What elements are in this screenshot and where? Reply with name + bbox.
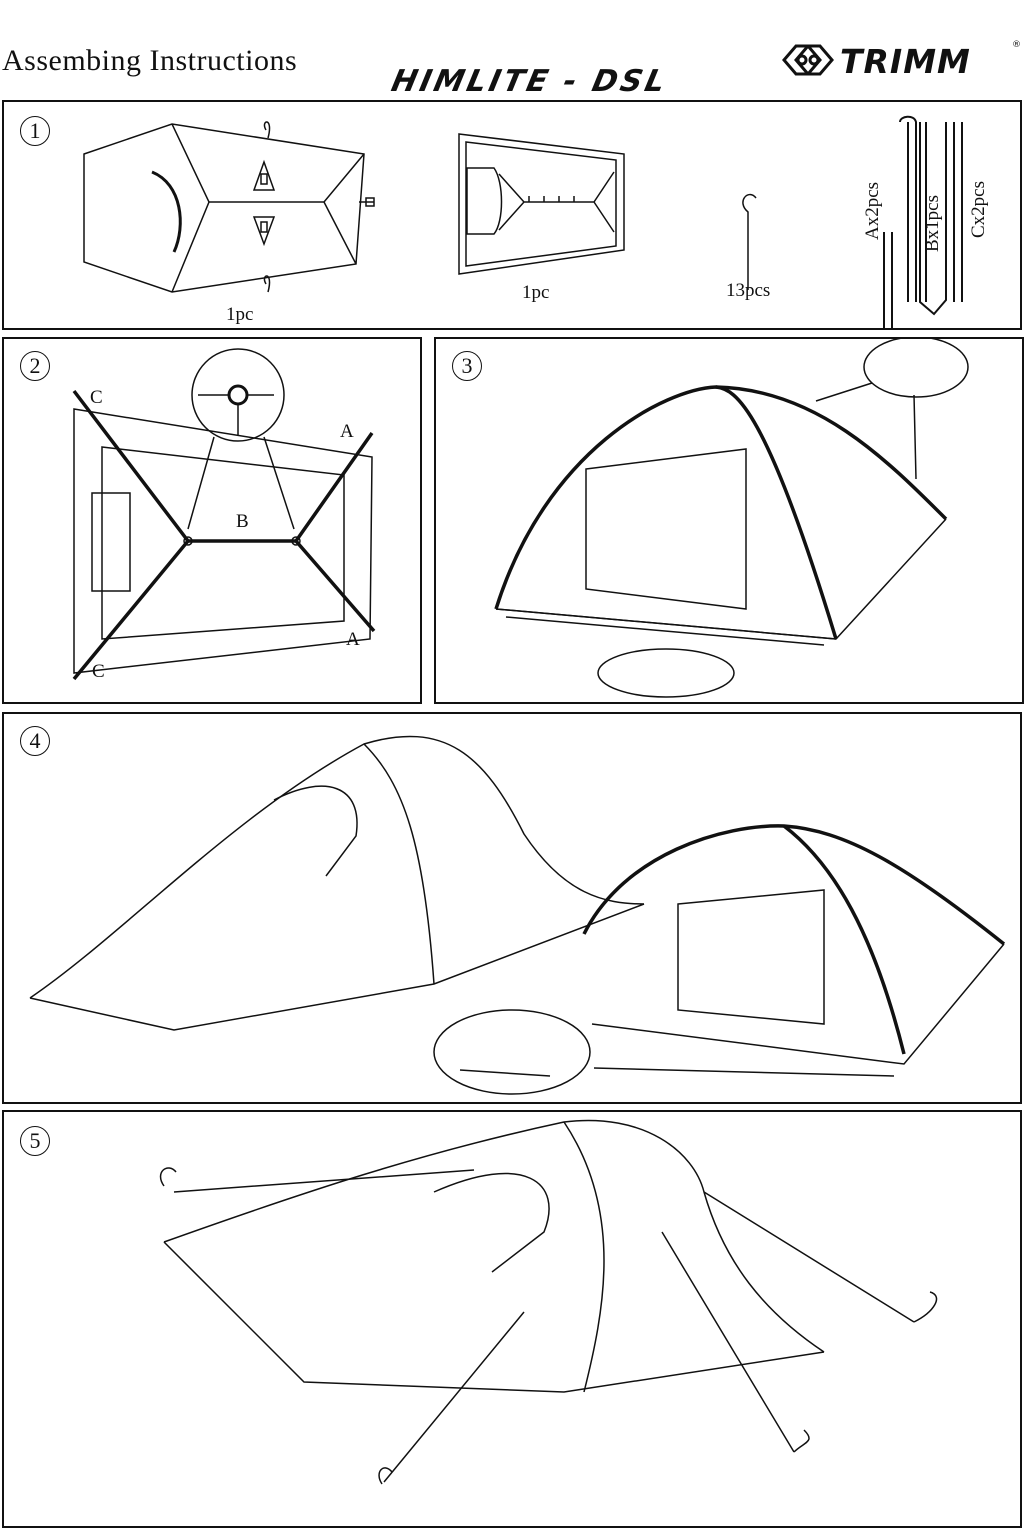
pitched-tent-with-guylines-illustration (161, 1120, 937, 1484)
step-5-number: 5 (20, 1126, 50, 1156)
step-3-panel (434, 337, 1024, 704)
label-pole-c-bottom: C (92, 661, 105, 682)
label-pole-c-top: C (90, 387, 103, 408)
brand-symbol-icon (780, 40, 836, 80)
inner-tent-qty: 1pc (226, 304, 254, 325)
step-1-panel (2, 100, 1022, 330)
step-5-panel (2, 1110, 1022, 1528)
header-title: Assembing Instructions (2, 44, 298, 77)
registered-mark: ® (1012, 40, 1021, 50)
dome-tent-illustration (496, 339, 968, 697)
pole-c-qty: Cx2pcs (968, 181, 989, 238)
inner-tent-flat-illustration (84, 122, 374, 292)
step-2-panel (2, 337, 422, 704)
pole-b-qty: Bx1pcs (922, 195, 943, 252)
peg-illustration (743, 195, 756, 290)
pegs-qty: 13pcs (726, 280, 771, 301)
step-1-number: 1 (20, 116, 50, 146)
step-2-number: 2 (20, 351, 50, 381)
label-pole-a-bottom: A (346, 629, 360, 650)
flysheet-flat-illustration (459, 134, 624, 274)
brand-logo (780, 40, 1020, 80)
brand-name: TRIMM (840, 42, 971, 81)
label-pole-a-top: A (340, 421, 354, 442)
label-pole-b: B (236, 511, 249, 532)
step-4-number: 4 (20, 726, 50, 756)
pole-a-qty: Ax2pcs (862, 181, 883, 240)
model-name: HIMLITE - DSL (388, 64, 672, 99)
flysheet-qty: 1pc (522, 282, 550, 303)
pole-layout-illustration (74, 349, 374, 679)
flysheet-over-tent-illustration (30, 736, 1004, 1094)
step-4-panel (2, 712, 1022, 1104)
step-3-number: 3 (452, 351, 482, 381)
